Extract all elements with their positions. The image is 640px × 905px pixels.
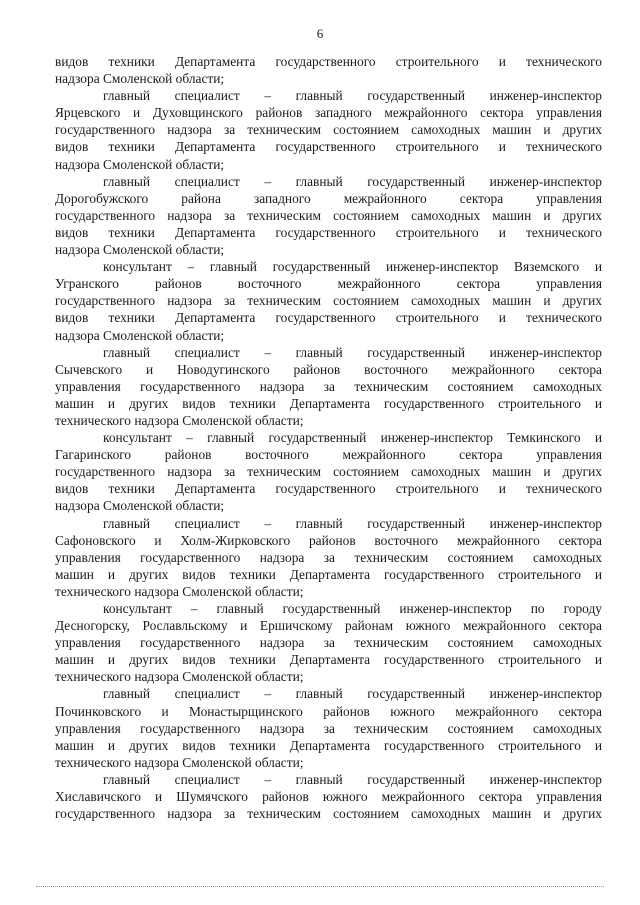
text-line: государственного надзора за техническим состоянием самоходных машин и других bbox=[55, 464, 602, 480]
text-line: Хиславичского и Шумячского районов южного межрайонного сектора управления bbox=[55, 789, 602, 805]
text-line: надзора Смоленской области; bbox=[55, 327, 225, 343]
text-line: консультант – главный государственный инженер-инспектор Темкинского и bbox=[103, 430, 602, 446]
text-line: видов техники Департамента государственного строительного и технического bbox=[55, 139, 602, 155]
text-line: машин и других видов техники Департамента государственного строительного и bbox=[55, 395, 602, 411]
text-line: надзора Смоленской области; bbox=[55, 71, 225, 87]
text-line: управления государственного надзора за техническим состоянием самоходных bbox=[55, 378, 602, 394]
text-line: государственного надзора за техническим состоянием самоходных машин и других bbox=[55, 806, 602, 822]
text-line: Сафоновского и Холм-Жирковского районов восточного межрайонного сектора bbox=[55, 532, 602, 548]
text-line: надзора Смоленской области; bbox=[55, 242, 225, 258]
text-line: надзора Смоленской области; bbox=[55, 498, 225, 514]
text-line: главный специалист – главный государственный инженер-инспектор bbox=[103, 686, 602, 702]
text-line: видов техники Департамента государственного строительного и технического bbox=[55, 310, 602, 326]
text-line: Дорогобужского района западного межрайонного сектора управления bbox=[55, 190, 602, 206]
text-line: государственного надзора за техническим состоянием самоходных машин и других bbox=[55, 207, 602, 223]
text-line: видов техники Департамента государственного строительного и технического bbox=[55, 224, 602, 240]
text-line: государственного надзора за техническим состоянием самоходных машин и других bbox=[55, 122, 602, 138]
text-line: видов техники Департамента государственного строительного и технического bbox=[55, 481, 602, 497]
text-line: Гагаринского районов восточного межрайонного сектора управления bbox=[55, 447, 602, 463]
text-line: Починковского и Монастырщинского районов южного межрайонного сектора bbox=[55, 703, 602, 719]
text-line: машин и других видов техники Департамента государственного строительного и bbox=[55, 737, 602, 753]
text-line: Десногорску, Рославльскому и Ершичскому районам южного межрайонного сектора bbox=[55, 618, 602, 634]
text-line: главный специалист – главный государственный инженер-инспектор bbox=[103, 344, 602, 360]
text-line: управления государственного надзора за техническим состоянием самоходных bbox=[55, 549, 602, 565]
text-line: технического надзора Смоленской области; bbox=[55, 754, 304, 770]
text-line: машин и других видов техники Департамента государственного строительного и bbox=[55, 652, 602, 668]
text-line: главный специалист – главный государственный инженер-инспектор bbox=[103, 88, 602, 104]
text-line: технического надзора Смоленской области; bbox=[55, 583, 304, 599]
text-line: технического надзора Смоленской области; bbox=[55, 669, 304, 685]
document-body bbox=[55, 53, 602, 822]
text-line: главный специалист – главный государственный инженер-инспектор bbox=[103, 515, 602, 531]
text-line: машин и других видов техники Департамента государственного строительного и bbox=[55, 566, 602, 582]
text-line: видов техники Департамента государственного строительного и технического bbox=[55, 54, 602, 69]
text-line: консультант – главный государственный инженер-инспектор по городу bbox=[103, 601, 602, 616]
page-number: 6 bbox=[316, 26, 324, 41]
text-line: Угранского районов восточного межрайонного сектора управления bbox=[55, 276, 602, 292]
text-line: технического надзора Смоленской области; bbox=[55, 412, 304, 428]
text-line: управления государственного надзора за техническим состоянием самоходных bbox=[55, 635, 602, 651]
text-line: главный специалист – главный государственный инженер-инспектор bbox=[103, 771, 602, 787]
text-line: Сычевского и Новодугинского районов восточного межрайонного сектора bbox=[55, 361, 602, 377]
text-line: государственного надзора за техническим состоянием самоходных машин и других bbox=[55, 293, 602, 309]
text-line: консультант – главный государственный инженер-инспектор Вяземского и bbox=[103, 259, 602, 275]
text-line: главный специалист – главный государственный инженер-инспектор bbox=[103, 173, 602, 189]
text-line: надзора Смоленской области; bbox=[55, 156, 225, 172]
scan-edge-line bbox=[36, 886, 604, 887]
text-line: управления государственного надзора за техническим состоянием самоходных bbox=[55, 720, 602, 736]
text-line: Ярцевского и Духовщинского районов западного межрайонного сектора управления bbox=[55, 105, 602, 121]
